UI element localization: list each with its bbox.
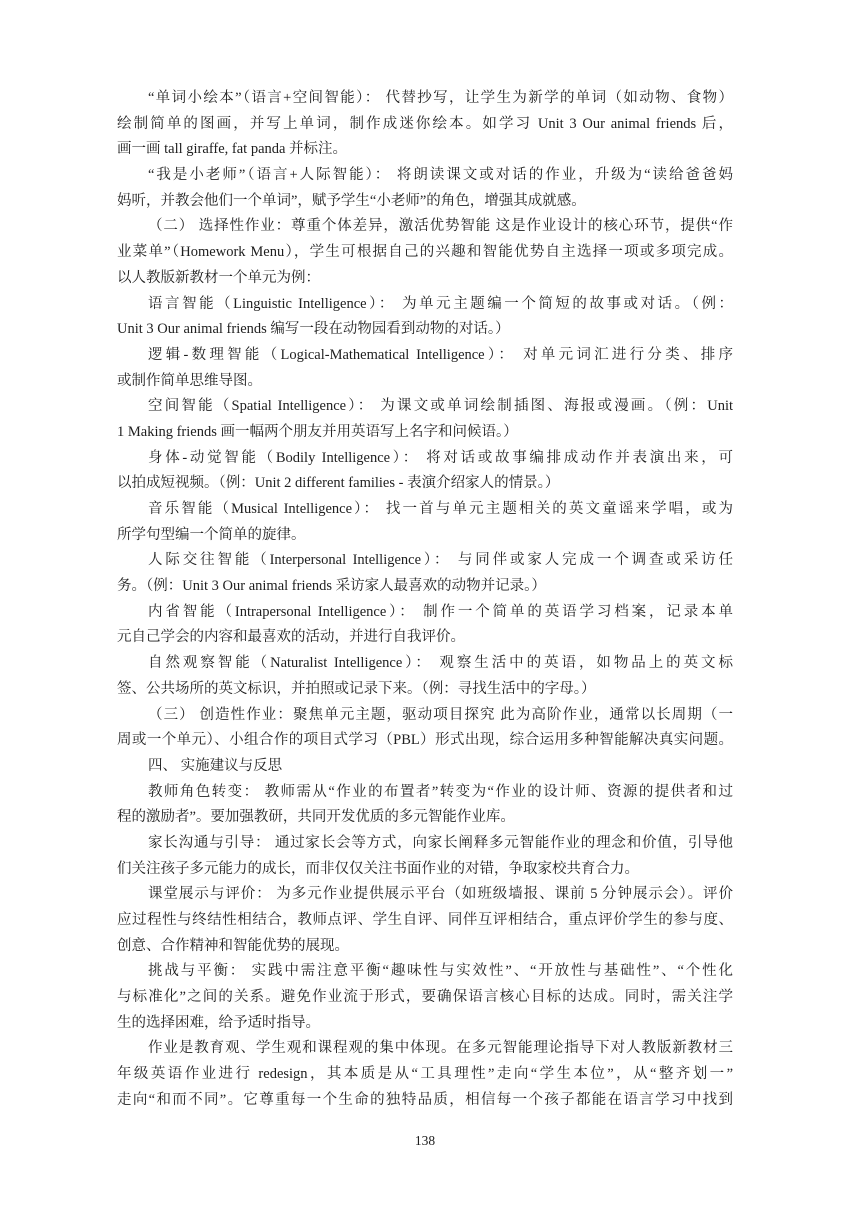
text-line: 务。（例：Unit 3 Our animal friends 采访家人最喜欢的动物并记录。）: [117, 578, 546, 595]
text-line: 挑战与平衡： 实践中需注意平衡“趣味性与实效性”、“开放性与基础性”、“个性化: [148, 963, 733, 980]
text-line: 创意、合作精神和智能优势的展现。: [117, 937, 349, 954]
page-footer: [0, 1133, 850, 1149]
text-line: 们关注孩子多元能力的成长，而非仅仅关注书面作业的对错，争取家校共育合力。: [117, 860, 639, 877]
text-line: 所学句型编一个简单的旋律。: [117, 526, 306, 543]
text-line: 程的激励者”。要加强教研，共同开发优质的多元智能作业库。: [117, 809, 515, 826]
text-line: Unit 3 Our animal friends 编写一段在动物园看到动物的对话。）: [117, 321, 510, 338]
text-line: 家长沟通与引导： 通过家长会等方式，向家长阐释多元智能作业的理念和价值，引导他: [148, 834, 733, 851]
text-line: 教师角色转变： 教师需从“作业的布置者”转变为“作业的设计师、资源的提供者和过: [148, 783, 733, 800]
text-line: （二） 选择性作业：尊重个体差异，激活优势智能 这是作业设计的核心环节，提供“作: [148, 218, 733, 235]
text-line: 以人教版新教材一个单元为例：: [117, 269, 320, 286]
text-line: 应过程性与终结性相结合，教师点评、学生自评、同伴互评相结合，重点评价学生的参与度、: [117, 912, 733, 928]
text-line: 与标准化”之间的关系。避免作业流于形式，要确保语言核心目标的达成。同时，需关注学: [117, 989, 733, 1006]
text-line: 走向“和而不同”。它尊重每一个生命的独特品质，相信每一个孩子都能在语言学习中找到: [117, 1091, 733, 1108]
text-line: 自然观察智能（Naturalist Intelligence）： 观察生活中的英语，如物品上的英文标: [148, 655, 733, 672]
text-line: 生的选择困难，给予适时指导。: [117, 1014, 320, 1031]
text-line: 人际交往智能（Interpersonal Intelligence）： 与同伴或家人完成一个调查或采访任: [148, 552, 733, 569]
text-line: 课堂展示与评价： 为多元作业提供展示平台（如班级墙报、课前 5 分钟展示会）。评价: [148, 886, 733, 903]
text-line: 画一画 tall giraffe, fat panda 并标注。: [117, 141, 348, 158]
text-line: 内省智能（Intrapersonal Intelligence）： 制作一个简单的英语学习档案，记录本单: [148, 603, 733, 620]
document-body: [117, 86, 733, 1114]
text-line: 以拍成短视频。（例：Unit 2 different families - 表演介绍家人的情景。）: [117, 475, 560, 492]
text-line: 身体-动觉智能（Bodily Intelligence）： 将对话或故事编排成动作并表演出来，可: [148, 449, 733, 466]
text-line: “单词小绘本”（语言+空间智能）： 代替抄写，让学生为新学的单词（如动物、食物）: [148, 90, 733, 106]
section-heading: 四、 实施建议与反思: [148, 757, 283, 774]
text-line: 业菜单”（Homework Menu），学生可根据自己的兴趣和智能优势自主选择一项或多项完成。: [117, 244, 733, 261]
page-number: 138: [414, 1133, 436, 1148]
text-line: 妈听，并教会他们一个单词”，赋予学生“小老师”的角色，增强其成就感。: [117, 192, 586, 209]
text-line: 元自己学会的内容和最喜欢的活动，并进行自我评价。: [117, 629, 465, 646]
text-line: 作业是教育观、学生观和课程观的集中体现。在多元智能理论指导下对人教版新教材三: [148, 1040, 733, 1057]
text-line: 逻辑-数理智能（Logical-Mathematical Intelligence）： 对单元词汇进行分类、排序: [148, 346, 733, 363]
text-line: 年级英语作业进行 redesign，其本质是从“工具理性”走向“学生本位”，从“整齐划一”: [117, 1066, 733, 1083]
text-line: 绘制简单的图画，并写上单词，制作成迷你绘本。如学习 Unit 3 Our animal friends 后，: [117, 115, 733, 132]
text-line: （三） 创造性作业：聚焦单元主题，驱动项目探究 此为高阶作业，通常以长周期（一: [148, 706, 733, 723]
text-line: 空间智能（Spatial Intelligence）： 为课文或单词绘制插图、海报或漫画。（例：Unit: [148, 398, 733, 415]
text-line: “我是小老师”（语言+人际智能）： 将朗读课文或对话的作业，升级为“读给爸爸妈: [148, 167, 733, 184]
text-line: 1 Making friends 画一幅两个朋友并用英语写上名字和问候语。）: [117, 423, 518, 440]
text-line: 音乐智能（Musical Intelligence）： 找一首与单元主题相关的英文童谣来学唱，或为: [148, 501, 733, 517]
text-line: 或制作简单思维导图。: [117, 372, 262, 389]
text-line: 语言智能（Linguistic Intelligence）： 为单元主题编一个简短的故事或对话。（例：: [148, 295, 733, 312]
text-line: 周或一个单元）、小组合作的项目式学习（PBL）形式出现，综合运用多种智能解决真实问题。: [117, 732, 733, 749]
text-line: 签、公共场所的英文标识，并拍照或记录下来。（例：寻找生活中的字母。）: [117, 680, 596, 697]
